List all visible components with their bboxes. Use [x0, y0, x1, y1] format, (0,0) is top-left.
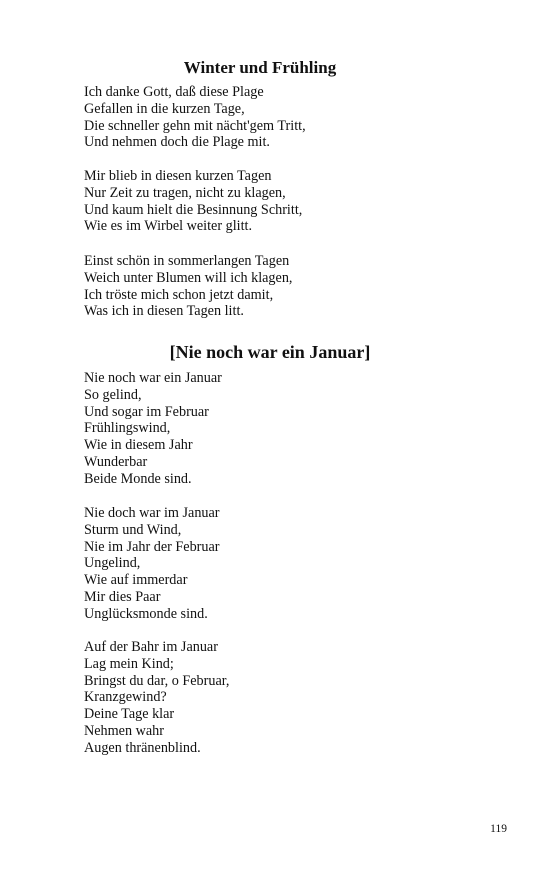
verse-line: Ich danke Gott, daß diese Plage — [84, 84, 264, 100]
verse-line: Die schneller gehn mit nächt'gem Tritt, — [84, 117, 306, 134]
verse-line: Wie auf immerdar — [84, 572, 188, 589]
verse-line: Beide Monde sind. — [84, 470, 192, 487]
verse-line: Nie doch war im Januar — [84, 505, 220, 521]
verse-line: Wie in diesem Jahr — [84, 437, 193, 454]
stanza — [84, 370, 222, 488]
stanza — [84, 168, 302, 235]
verse-line: Auf der Bahr im Januar — [84, 639, 218, 655]
verse-line: Ungelind, — [84, 555, 141, 572]
verse-line: Und nehmen doch die Plage mit. — [84, 134, 270, 151]
verse-line: Und kaum hielt die Besinnung Schritt, — [84, 201, 303, 218]
verse-line: Sturm und Wind, — [84, 521, 182, 538]
stanza — [84, 639, 229, 757]
verse-line: Bringst du dar, o Februar, — [84, 672, 230, 689]
verse-line: Mir blieb in diesen kurzen Tagen — [84, 168, 272, 184]
verse-line: Frühlingswind, — [84, 420, 171, 437]
verse-line: Unglücksmonde sind. — [84, 605, 208, 622]
verse-line: Einst schön in sommerlangen Tagen — [84, 253, 290, 269]
verse-line: Lag mein Kind; — [84, 655, 174, 672]
verse-line: Wie es im Wirbel weiter glitt. — [84, 218, 253, 235]
verse-line: Augen thränenblind. — [84, 739, 201, 756]
verse-line: Nie im Jahr der Februar — [84, 538, 220, 555]
verse-line: Weich unter Blumen will ich klagen, — [84, 269, 293, 286]
stanza — [84, 84, 306, 151]
verse-line: So gelind, — [84, 386, 142, 403]
verse-line: Mir dies Paar — [84, 588, 161, 605]
stanza — [84, 505, 220, 623]
poem-title: [Nie noch war ein Januar] — [169, 342, 371, 362]
verse-line: Nehmen wahr — [84, 722, 164, 739]
verse-line: Kranzgewind? — [84, 689, 167, 706]
verse-line: Ich tröste mich schon jetzt damit, — [84, 286, 274, 303]
verse-line: Nur Zeit zu tragen, nicht zu klagen, — [84, 184, 286, 201]
verse-line: Gefallen in die kurzen Tage, — [84, 100, 245, 117]
verse-line: Und sogar im Februar — [84, 403, 209, 420]
verse-line: Was ich in diesen Tagen litt. — [84, 303, 244, 320]
verse-line: Nie noch war ein Januar — [84, 370, 222, 386]
page-number: 119 — [490, 823, 507, 835]
verse-line: Deine Tage klar — [84, 706, 175, 723]
poem-title: Winter und Frühling — [183, 58, 337, 77]
verse-line: Wunderbar — [84, 453, 148, 470]
stanza — [84, 253, 292, 320]
